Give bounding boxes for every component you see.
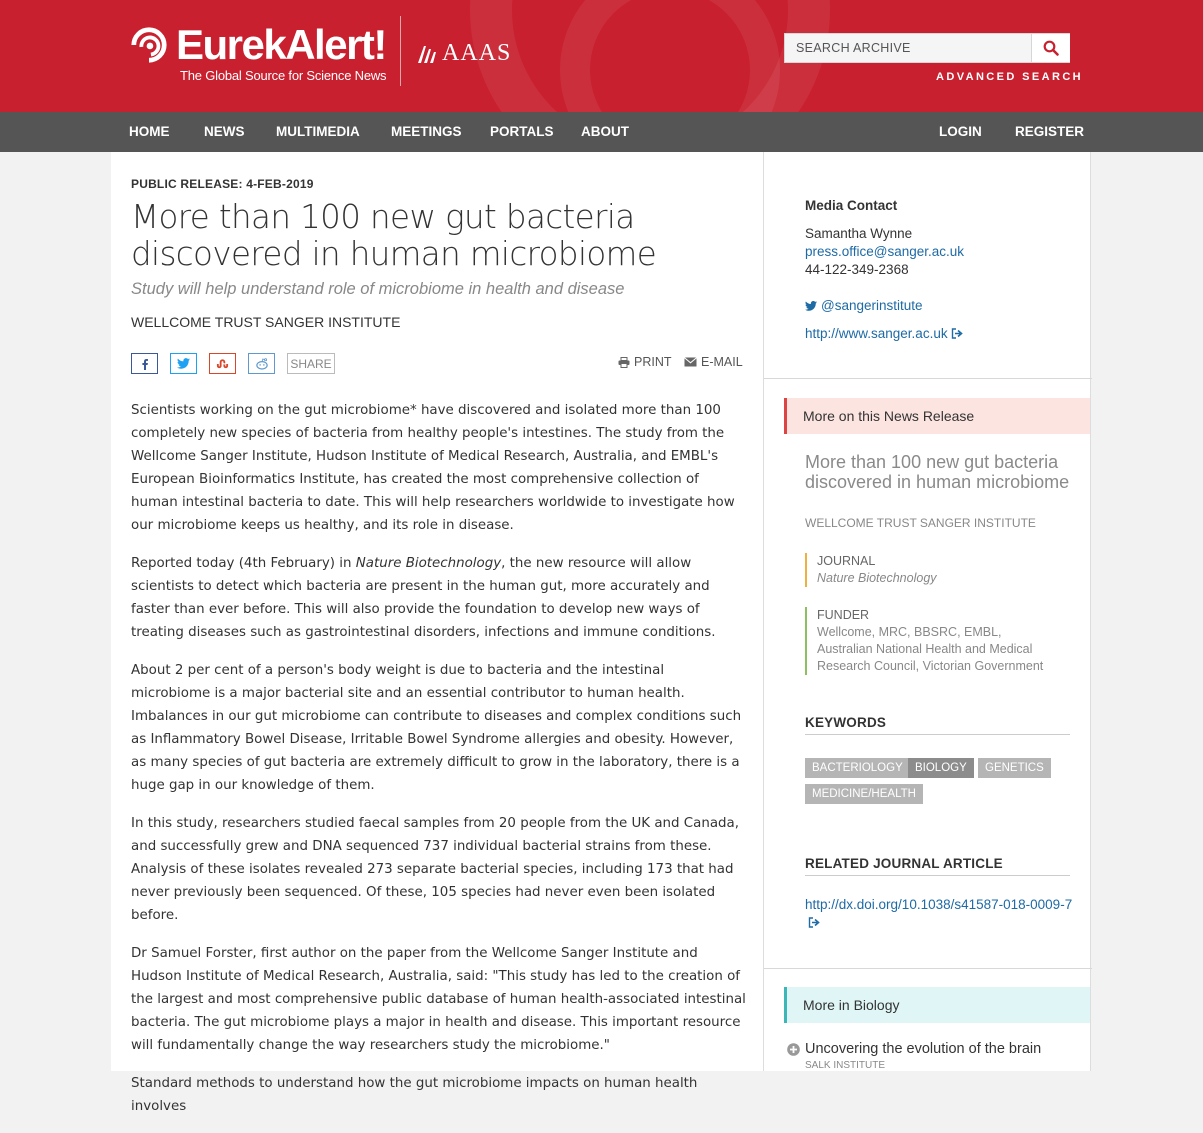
keywords-heading: KEYWORDS xyxy=(805,715,1070,735)
biology-news-item[interactable] xyxy=(787,1041,1041,1057)
sidebar-divider xyxy=(764,968,1092,969)
article-paragraph: Dr Samuel Forster, first author on the paper from the Wellcome Sanger Institute and Hudson Institute of Medical Research, Australia, said: "This study has led to the creation of the largest and most comprehensive public database of human health-associated intestinal bacteria. The gut microbiome plays a major in health and disease. This important resource will fundamentally change the way researchers study the microbiome." xyxy=(131,946,746,1053)
search-archive xyxy=(784,33,1070,63)
sidebar-divider xyxy=(764,378,1092,379)
email-label: E-MAIL xyxy=(701,355,743,369)
eurekalert-spiral-icon xyxy=(130,26,168,64)
brand-tagline: The Global Source for Science News xyxy=(180,68,387,83)
aaas-text: AAAS xyxy=(442,40,512,66)
contact-email-link[interactable]: press.office@sanger.ac.uk xyxy=(805,244,965,259)
facebook-icon xyxy=(139,358,151,370)
keyword-tag-active[interactable]: BIOLOGY xyxy=(908,758,974,778)
contact-name: Samantha Wynne xyxy=(805,226,913,241)
article-column xyxy=(111,152,763,1114)
search-icon xyxy=(1043,40,1059,56)
keyword-tag[interactable]: MEDICINE/HEALTH xyxy=(805,784,923,804)
aaas-logo[interactable] xyxy=(416,40,511,67)
paragraph-text: Reported today (4th February) in xyxy=(131,556,356,571)
stumbleupon-share-button[interactable] xyxy=(209,353,236,374)
journal-name: Nature Biotechnology xyxy=(355,556,502,571)
journal-meta xyxy=(805,553,937,587)
external-link-icon xyxy=(808,917,821,928)
related-release-institution: WELLCOME TRUST SANGER INSTITUTE xyxy=(805,516,1036,530)
search-button[interactable] xyxy=(1031,34,1070,62)
search-input[interactable] xyxy=(785,34,1031,62)
twitter-handle-link[interactable] xyxy=(805,298,923,313)
twitter-icon xyxy=(805,301,817,311)
advanced-search-link[interactable]: ADVANCED SEARCH xyxy=(936,71,1084,83)
nav-portals[interactable]: PORTALS xyxy=(490,124,554,139)
keyword-tag[interactable]: GENETICS xyxy=(978,758,1051,778)
plus-circle-icon xyxy=(787,1043,800,1056)
contact-phone: 44-122-349-2368 xyxy=(805,262,909,277)
related-release-title[interactable]: More than 100 new gut bacteria discovered in human microbiome xyxy=(805,452,1070,492)
printer-icon xyxy=(618,357,630,368)
header-divider xyxy=(400,16,401,86)
twitter-icon xyxy=(177,358,190,369)
aaas-mark-icon xyxy=(416,43,438,65)
nav-meetings[interactable]: MEETINGS xyxy=(391,124,462,139)
twitter-share-button[interactable] xyxy=(170,353,197,374)
article-institution: WELLCOME TRUST SANGER INSTITUTE xyxy=(131,314,401,330)
email-link[interactable] xyxy=(684,355,743,369)
nav-register[interactable]: REGISTER xyxy=(1015,124,1085,139)
share-button[interactable]: SHARE xyxy=(287,353,335,374)
article-paragraph xyxy=(131,552,746,644)
article-paragraph: Standard methods to understand how the gut microbiome impacts on human health involves xyxy=(131,1076,698,1114)
brand-name: EurekAlert! xyxy=(176,21,386,68)
nav-news[interactable]: NEWS xyxy=(204,124,245,139)
more-in-biology-banner: More in Biology xyxy=(784,987,1090,1023)
release-date: PUBLIC RELEASE: 4-FEB-2019 xyxy=(131,177,314,191)
more-on-release-banner: More on this News Release xyxy=(784,398,1090,434)
eurekalert-logo[interactable] xyxy=(130,22,386,68)
site-header xyxy=(0,0,1203,112)
article-subtitle: Study will help understand role of microbiome in health and disease xyxy=(131,280,625,298)
biology-item-title: Uncovering the evolution of the brain xyxy=(805,1041,1042,1057)
reddit-icon xyxy=(255,358,269,370)
biology-item-institution: SALK INSTITUTE xyxy=(805,1060,886,1071)
doi-url: http://dx.doi.org/10.1038/s41587-018-0009-7 xyxy=(805,897,1073,912)
envelope-icon xyxy=(684,357,697,367)
nav-home[interactable]: HOME xyxy=(129,124,170,139)
print-link[interactable] xyxy=(618,355,672,369)
doi-link[interactable] xyxy=(805,896,1075,932)
keyword-tag[interactable]: BACTERIOLOGY xyxy=(805,758,910,778)
article-paragraph: About 2 per cent of a person's body weight is due to bacteria and the intestinal microbiome is a major bacterial site and an essential contributor to human health. Imbalances in our gut microbiome can contribute to diseases and complex conditions such as Inflammatory Bowel Disease, Irritable Bowel Syndrome allergies and obesity. However, as many species of gut bacteria are extremely difficult to grow in the laboratory, there is a huge gap in our knowledge of them. xyxy=(131,663,742,793)
media-contact-heading: Media Contact xyxy=(805,198,898,213)
page-title: More than 100 new gut bacteria discovered in human microbiome xyxy=(131,198,657,273)
journal-label: JOURNAL xyxy=(817,554,876,568)
website-url: http://www.sanger.ac.uk xyxy=(805,326,948,341)
nav-multimedia[interactable]: MULTIMEDIA xyxy=(276,124,360,139)
nav-about[interactable]: ABOUT xyxy=(581,124,629,139)
journal-value: Nature Biotechnology xyxy=(817,571,937,585)
article-body xyxy=(131,399,746,1133)
stumbleupon-icon xyxy=(216,358,229,369)
nav-login[interactable]: LOGIN xyxy=(939,124,982,139)
reddit-share-button[interactable] xyxy=(248,353,275,374)
funder-value: Wellcome, MRC, BBSRC, EMBL, Australian National Health and Medical Research Council, Victorian Government xyxy=(817,625,1044,673)
website-link[interactable] xyxy=(805,326,964,341)
print-label: PRINT xyxy=(634,355,672,369)
article-paragraph: In this study, researchers studied faecal samples from 20 people from the UK and Canada, and successfully grew and DNA sequenced 737 individual bacterial strains from these. Analysis of these isolates revealed 273 separate bacterial species, including 173 that had never previously been sequenced. Of these, 105 species had never even been isolated before. xyxy=(131,816,739,923)
twitter-handle: @sangerinstitute xyxy=(821,298,923,313)
funder-meta xyxy=(805,607,1055,675)
related-article-heading: RELATED JOURNAL ARTICLE xyxy=(805,856,1070,876)
funder-label: FUNDER xyxy=(817,608,870,622)
main-nav xyxy=(0,112,1203,152)
article-paragraph: Scientists working on the gut microbiome* have discovered and isolated more than 100 completely new species of bacteria from healthy people's intestines. The study from the Wellcome Sanger Institute, Hudson Institute of Medical Research, Australia, and EMBL's European Bioinformatics Institute, has created the most comprehensive collection of human intestinal bacteria to date. This will help researchers worldwide to investigate how our microbiome keeps us healthy, and its role in disease. xyxy=(131,403,735,533)
facebook-share-button[interactable] xyxy=(131,353,158,374)
paragraph-text: , the new resource will allow scientists to detect which bacteria are present in the human gut, more accurately and faster than ever before. This will also provide the foundation to develop new ways of treating diseases such as gastrointestinal disorders, infections and immune conditions. xyxy=(131,556,716,640)
external-link-icon xyxy=(951,328,964,339)
sidebar xyxy=(763,152,1091,1071)
